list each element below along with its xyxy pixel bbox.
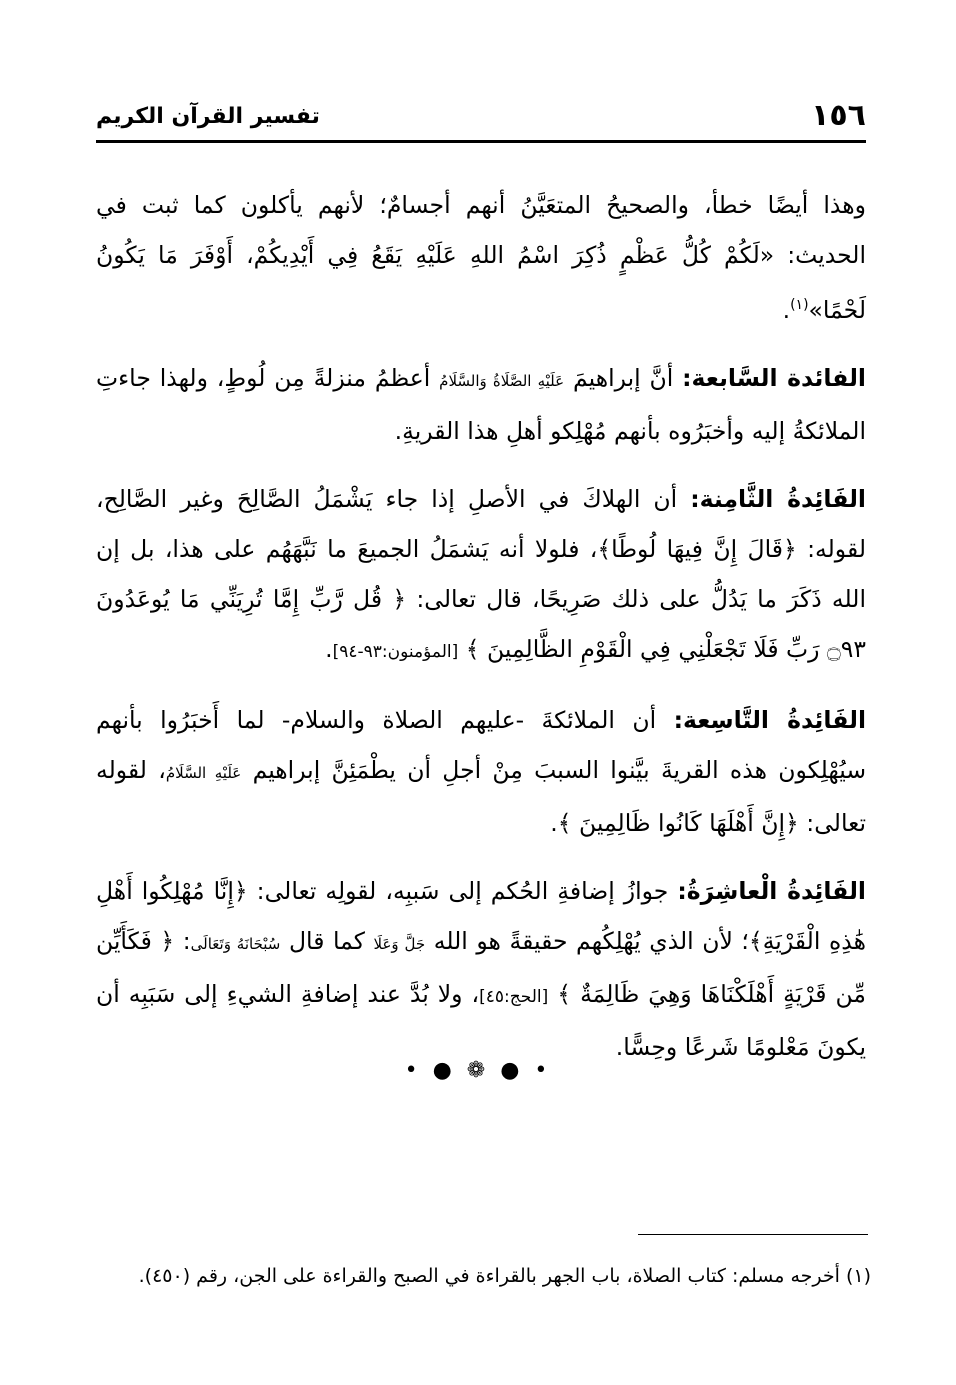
honorific: جَلَّ وَعَلَا — [373, 934, 426, 953]
quran-verse: ﴿إِنَّ أَهْلَهَا كَانُوا ظَالِمِينَ ﴾ — [557, 808, 799, 837]
paragraph-text: ، ولا بُدَّ عند إضافةِ الشيءِ إلى سَبَبِه أن يكونَ مَعْلومًا شَرعًا وحِسًّا. — [96, 979, 866, 1061]
honorific: عَلَيْهِ السَّلَامُ — [165, 763, 242, 782]
page-number: ١٥٦ — [811, 98, 866, 133]
paragraph-tenth-benefit — [96, 866, 866, 1072]
paragraph-text: ، فلولا أنه يَشمَلُ الجميعَ ما نَبَّهَهُم على هذا، بل إن الله ذَكَرَ ما يَدُلُّ على ذلك صَرِيحًا، قال تعالى: — [96, 534, 866, 613]
page-header — [96, 96, 866, 143]
paragraph-end: . — [325, 634, 333, 663]
honorific: سُبْحَانَهُ وَتَعَالَى — [190, 934, 281, 953]
book-title: تفسير القرآن الكريم — [96, 104, 320, 129]
page-body — [96, 180, 866, 1090]
paragraph-heading: الفَائِدةُ الْعاشِرَةُ: — [677, 876, 866, 905]
paragraph-heading: الفَائِدةُ الثَّامِنة: — [690, 484, 866, 513]
paragraph-ninth-benefit — [96, 695, 866, 848]
paragraph-1-end: . — [782, 295, 791, 324]
paragraph-1 — [96, 180, 866, 335]
verse-reference: [الحج:٤٥] — [479, 986, 549, 1007]
paragraph-heading: الفائدة السَّابعة: — [682, 363, 866, 392]
paragraph-heading: الفَائِدةُ التَّاسِعة: — [673, 705, 866, 734]
footnote-marker[interactable]: (١) — [790, 297, 809, 313]
paragraph-text: : — [182, 926, 191, 955]
paragraph-text: جوازُ إضافةِ الحُكم إلى سَببِه، لقولِه تعالى: — [256, 876, 669, 905]
paragraph-seventh-benefit — [96, 353, 866, 456]
paragraph-text: ، لقوله تعالى: — [96, 755, 866, 837]
section-separator-ornament: • ● ❁ ● • — [404, 1058, 552, 1083]
paragraph-text: أن الهلاكَ في الأصلِ إذا جاء يَشْمَلُ الصَّالِحَ وغير الصَّالِح، لقوله: — [96, 484, 866, 563]
quran-verse: ﴿إِنَّا مُهْلِكُوا أَهْلِ هَٰذِهِ الْقَرْيَةِ﴾ — [96, 876, 866, 955]
quran-verse: ﴿ قُل رَّبِّ إِمَّا تُرِيَنِّي مَا يُوعَدُونَ ۝٩٣ رَبِّ فَلَا تَجْعَلْنِي فِي الْقَوْمِ الظَّالِمِينَ ﴾ — [96, 584, 866, 663]
paragraph-eighth-benefit — [96, 474, 866, 677]
paragraph-text: أن الملائكةَ -عليهم الصلاة والسلام- لما أَخبَرُوا بأنهم سيُهْلِكون هذه القريةَ بيَّنوا السببَ مِنْ أجلِ أن يطْمَئِنَّ إبراهيم — [96, 705, 867, 784]
paragraph-text: كما قال — [288, 926, 365, 955]
paragraph-end: . — [550, 808, 558, 837]
paragraph-text: ؛ لأن الذي يُهْلِكُهم حقيقةً هو الله — [433, 926, 749, 955]
paragraph-1-text: وهذا أيضًا خطأ، والصحيحُ المتعَيَّنُ أنهم أجسامٌ؛ لأنهم يأكلون كما ثبت في الحديث: «لَكُمْ كُلُّ عَظْمٍ ذُكِرَ اسْمُ اللهِ عَلَيْهِ يَقَعُ فِي أَيْدِيكُمْ، أَوْفَرَ مَا يَكُونُ لَحْمًا» — [96, 191, 866, 324]
paragraph-text: أعظمُ منزلةً مِن لُوطٍ، ولهذا جاءتِ الملائكةُ إليه وأخبَرُوه بأنهم مُهْلِكو أهلِ هذا القريةِ. — [96, 363, 866, 445]
paragraph-text: أنَّ إبراهيمَ — [572, 363, 674, 392]
quran-verse: ﴿ فَكَأَيِّن مِّن قَرْيَةٍ أَهْلَكْنَاهَا وَهِيَ ظَالِمَةٌ ﴾ — [96, 926, 866, 1008]
footnote: (١) أخرجه مسلم: كتاب الصلاة، باب الجهر بالقراءة في الصبح والقراءة على الجن، رقم (٤٥٠). — [138, 1265, 871, 1287]
footnote-divider — [638, 1234, 868, 1235]
verse-reference: [المؤمنون:٩٣-٩٤] — [332, 641, 459, 662]
honorific: عَلَيْهِ الصَّلَاةُ وَالسَّلَامُ — [439, 371, 565, 390]
quran-verse: ﴿قَالَ إِنَّ فِيهَا لُوطًا﴾ — [597, 534, 797, 563]
